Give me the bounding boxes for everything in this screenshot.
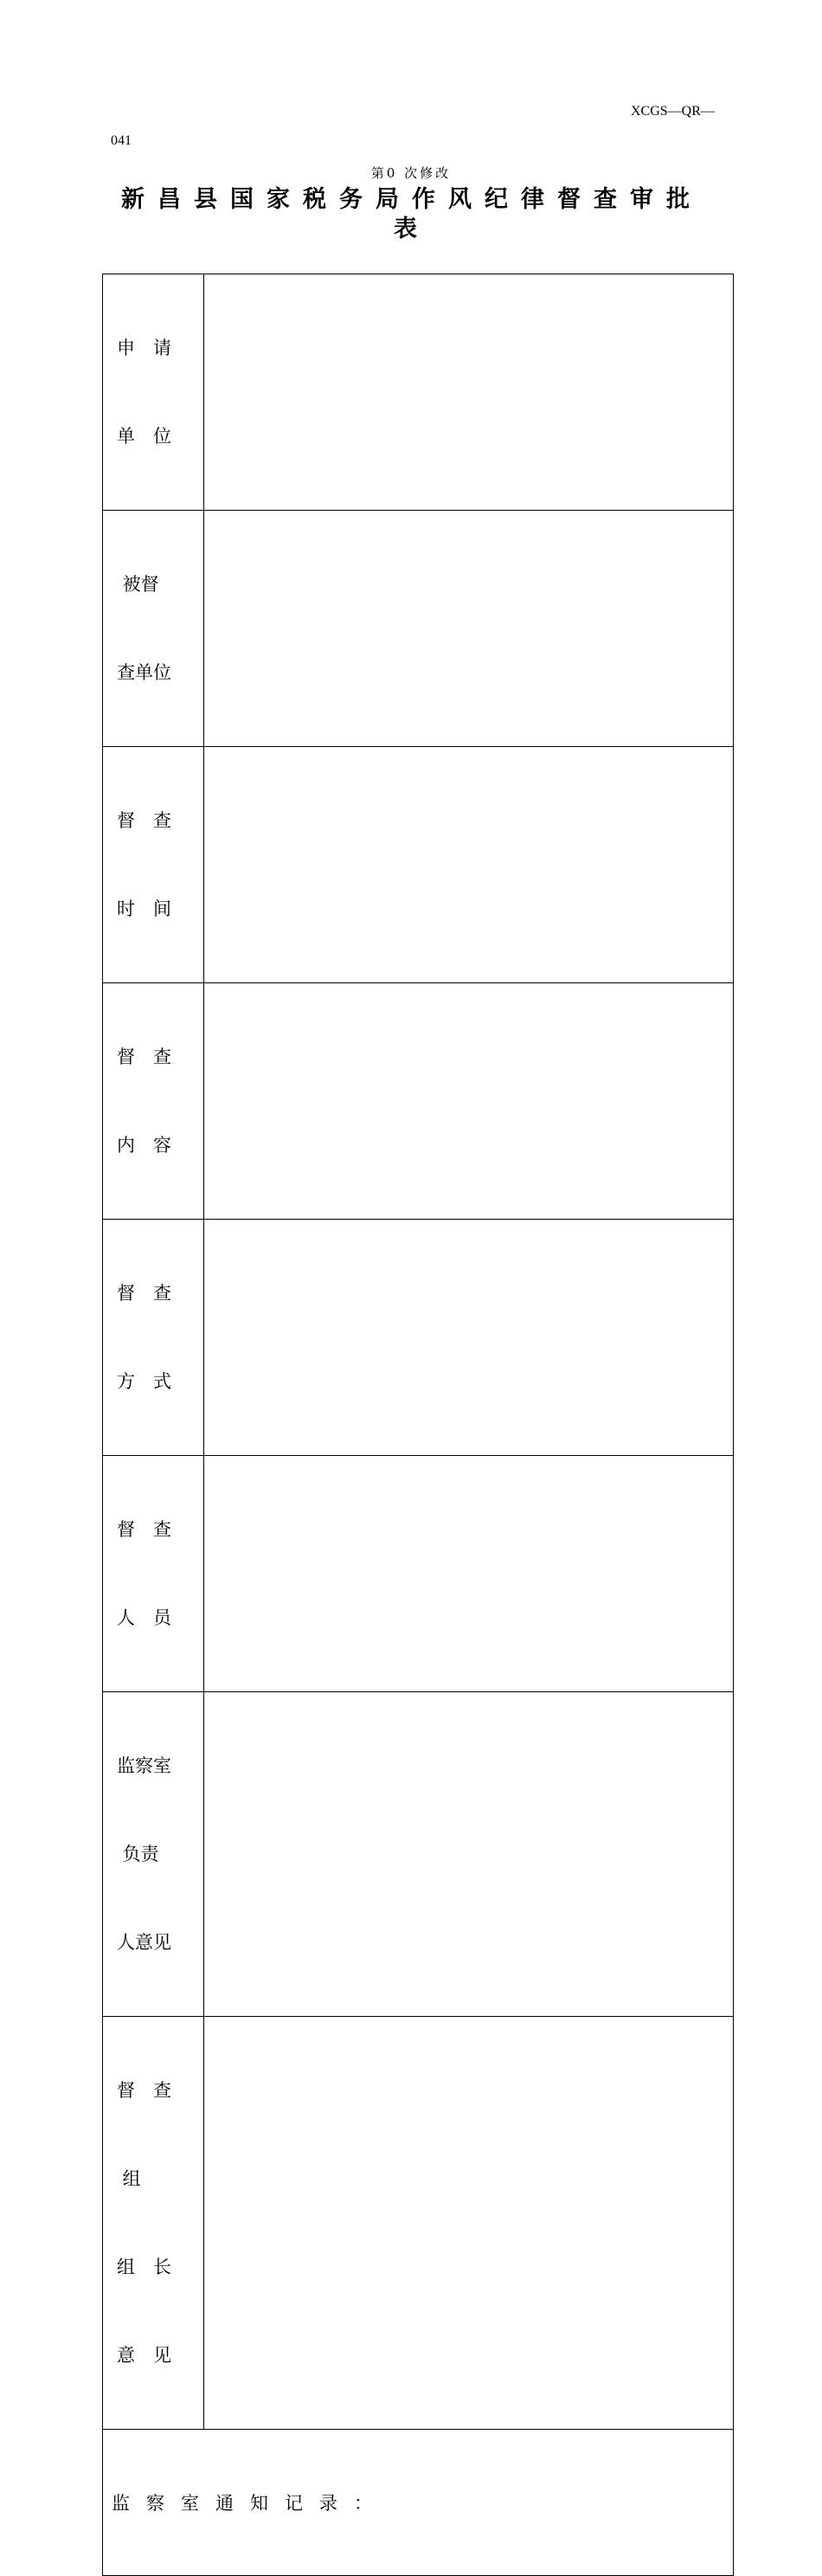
- inspection-content-field[interactable]: [204, 983, 734, 1220]
- label-line: 组 长: [117, 2257, 171, 2277]
- label-line: 督 查: [117, 1046, 171, 1067]
- label-line: 督 查: [117, 810, 171, 831]
- label-line: 负责: [117, 1844, 159, 1864]
- form-row-notification-record: [103, 2430, 734, 2576]
- label-line: 申 请: [117, 338, 171, 358]
- row-label: [103, 1456, 204, 1692]
- label-line: 督 查: [117, 1283, 171, 1304]
- row-label: [103, 983, 204, 1220]
- document-number-suffix: 041: [111, 133, 132, 148]
- label-line: 督 查: [117, 2080, 171, 2101]
- inspectors-field[interactable]: [204, 1456, 734, 1692]
- label-line: 组: [117, 2168, 141, 2189]
- row-label: [103, 1692, 204, 2017]
- inspection-method-field[interactable]: [204, 1220, 734, 1456]
- row-label: [103, 511, 204, 747]
- form-row-inspectors: [103, 1456, 734, 1692]
- revision-note: 第0 次修改: [370, 165, 452, 181]
- form-row-inspection-time: [103, 747, 734, 983]
- document-number: XCGS—QR—: [631, 104, 715, 119]
- label-line: 内 容: [117, 1135, 171, 1156]
- supervision-office-opinion-field[interactable]: [204, 1692, 734, 2017]
- label-line: 监察室: [117, 1755, 171, 1776]
- label-line: 单 位: [117, 426, 171, 447]
- team-leader-opinion-field[interactable]: [204, 2017, 734, 2430]
- inspection-time-field[interactable]: [204, 747, 734, 983]
- row-label: [103, 274, 204, 511]
- form-row-inspection-content: [103, 983, 734, 1220]
- label-line: 人意见: [117, 1932, 171, 1953]
- label-line: 被督: [117, 574, 159, 595]
- form-row-supervision-office-opinion: [103, 1692, 734, 2017]
- approval-form-table: [102, 274, 734, 2576]
- form-row-applicant-unit: [103, 274, 734, 511]
- form-row-inspected-unit: [103, 511, 734, 747]
- form-row-inspection-method: [103, 1220, 734, 1456]
- applicant-unit-field[interactable]: [204, 274, 734, 511]
- inspected-unit-field[interactable]: [204, 511, 734, 747]
- notification-record-label: 监察室通知记录：: [112, 2492, 389, 2514]
- notification-record-field[interactable]: [103, 2430, 734, 2576]
- label-line: 时 间: [117, 898, 171, 919]
- row-label: [103, 747, 204, 983]
- form-title: 新昌县国家税务局作风纪律督查审批表: [121, 186, 703, 242]
- label-line: 意 见: [117, 2345, 171, 2366]
- row-label: [103, 1220, 204, 1456]
- label-line: 督 查: [117, 1519, 171, 1540]
- label-line: 查单位: [117, 662, 171, 683]
- label-line: 方 式: [117, 1371, 171, 1392]
- row-label: [103, 2017, 204, 2430]
- form-row-team-leader-opinion: [103, 2017, 734, 2430]
- label-line: 人 员: [117, 1607, 171, 1628]
